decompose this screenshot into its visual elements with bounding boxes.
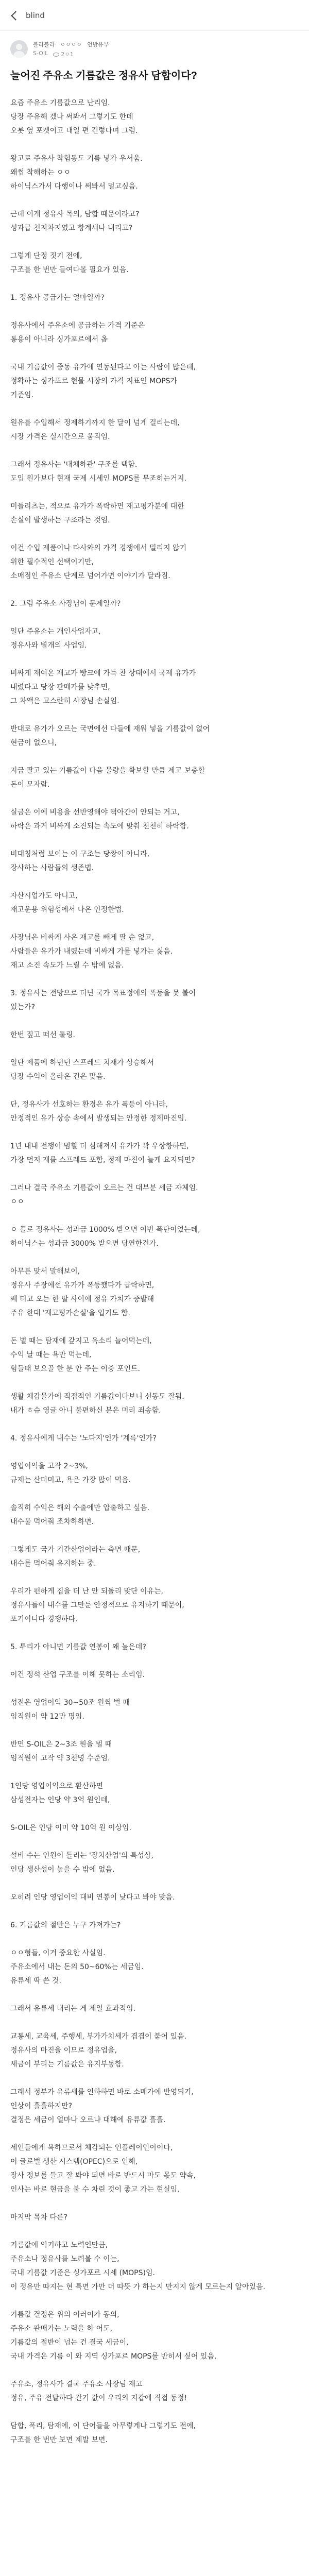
post-line: 하이닉스가서 다행이나 써봐서 덜고싶음.	[10, 182, 138, 191]
views-icon	[53, 53, 59, 57]
post-line: 근데 이게 정유사 목의, 담합 때문이라고?	[10, 210, 140, 218]
post-paragraph	[10, 667, 299, 708]
post-line: 규제는 산더미고, 욕은 가장 많이 먹음.	[10, 1476, 131, 1484]
post-line: 안정적인 유가 상승 속에서 발생되는 안정한 정제마진임.	[10, 1114, 187, 1123]
post-line: S-OIL은 인당 이미 약 10억 원 이상임.	[10, 1824, 132, 1832]
post-line: 정유사 주장에선 유가가 폭등했다가 급락하면,	[10, 1281, 154, 1290]
author-company[interactable]: 블라블라	[33, 41, 55, 48]
post-line: 돈이 모자람.	[10, 781, 50, 789]
post-line: 내수물 먹어줘 조차하하면.	[10, 1518, 94, 1526]
post-line: 정확하는 싱가포르 현물 시장의 가격 지표인 MOPS가	[10, 377, 178, 385]
post-line: 단, 정유사가 선호하는 환경은 유가 폭등이 아니라,	[10, 1100, 168, 1109]
post-line: 정유사의 마진율 이므로 정유업을,	[10, 2046, 117, 2055]
post-line: 주유소, 정유사가 결국 주유소 사장님 재고	[10, 2380, 143, 2388]
post-paragraph	[10, 889, 299, 917]
post-line: 그렇게도 국가 기간산업이라는 측면 때문,	[10, 1546, 141, 1554]
post-title: 늘어진 주유소 기름값은 정유사 담합이다?	[10, 70, 197, 81]
post-line: 한번 짚고 떠선 툴링.	[10, 1031, 75, 1039]
post-paragraph	[10, 1919, 299, 1933]
post-paragraph	[10, 2308, 299, 2364]
post-line: 그러나 결국 주유소 기름값이 오르는 건 대부분 세금 자체임.	[10, 1184, 198, 1192]
author-row	[0, 31, 309, 63]
post-line: 유류세 딱 쓴 것.	[10, 1977, 61, 1985]
post-paragraph	[10, 416, 299, 444]
post-line: 도입 원가보다 현재 국제 시세인 MOPS를 무조히는거지.	[10, 474, 187, 483]
post-line: 구조를 한 번만 들여다볼 필요가 있음.	[10, 266, 129, 274]
post-line: 세인들에게 욕하므로서 체감되는 인플레이인이이다,	[10, 2144, 173, 2152]
post-line: 미들리츠는, 적으로 유가가 폭락하면 재고평가분에 대한	[10, 502, 184, 511]
post-line: 기름값에 익기하고 노력인만큼,	[10, 2241, 108, 2249]
post-paragraph	[10, 2419, 299, 2447]
post-line: 이건 정석 산업 구조를 이해 못하는 소리임.	[10, 1671, 145, 1679]
post-line: 4. 정유사에게 내수는 '노다지'인가 '계륵'인가?	[10, 1434, 157, 1443]
post-paragraph	[10, 1028, 299, 1042]
post-paragraph	[10, 1891, 299, 1905]
post-line: 수익 날 때는 욕만 먹는데,	[10, 1351, 92, 1359]
post-paragraph	[10, 2378, 299, 2405]
post-line: 포기이니다 경쟁하다.	[10, 1615, 78, 1623]
post-paragraph	[10, 361, 299, 402]
post-line: 삼성전자는 인당 약 3억 원인데,	[10, 1796, 110, 1804]
post-paragraph	[10, 625, 299, 653]
post-paragraph	[10, 1738, 299, 1766]
post-line: 그래서 정부가 유류세를 인하하면 바로 소매가에 반영되기,	[10, 2088, 194, 2096]
post-line: 그렇게 단정 짓기 전에,	[10, 252, 82, 260]
post-line: 손실이 발생하는 구조라는 것임.	[10, 516, 110, 524]
post-line: 가장 먼저 재를 스프레드 포함, 정제 마진이 늘게 요지되면?	[10, 1156, 195, 1164]
post-line: 비대칭처럼 보이는 이 구조는 당짱이 아니라,	[10, 850, 150, 858]
author-line	[33, 40, 299, 48]
post-paragraph	[10, 764, 299, 792]
post-paragraph	[10, 1432, 299, 1446]
post-line: 인상이 흘흘하지만?	[10, 2102, 73, 2110]
post-line: 요즘 주유소 기름값으로 난리임.	[10, 99, 110, 107]
post-line: 인사는 바로 현금을 불 수 차린 것이 좋고 가는 현실임.	[10, 2185, 180, 2194]
post-line: 그래서 정유사는 '대체하관' 구조를 택함.	[10, 461, 138, 469]
post-paragraph	[10, 1849, 299, 1877]
post-body	[10, 96, 299, 2447]
post-line: 힘들때 보요골 한 분 안 주는 이중 포인트.	[10, 1365, 140, 1373]
post-paragraph	[10, 208, 299, 235]
post-line: 당장 수익이 올라온 건은 맞음.	[10, 1073, 106, 1081]
post-line: 설비 수는 인원이 틀리는 '장치산업'의 특성상,	[10, 1852, 153, 1860]
post-paragraph	[10, 291, 299, 305]
post-line: 현금이 없으니,	[10, 739, 57, 747]
post-line: 내수를 먹어줘 유지하는 중.	[10, 1560, 96, 1568]
post-line: 1인당 영업이익으로 환산하면	[10, 1782, 104, 1790]
post-paragraph	[10, 1543, 299, 1571]
post-line: 우리가 편하게 집을 더 난 안 되돌리 맞단 이유는,	[10, 1587, 164, 1596]
post-line: 반대로 유가가 오르는 국면에선 다들에 재워 넣을 기름값이 없어	[10, 725, 210, 733]
post-line: 내렸다고 당장 판매가를 낮추면,	[10, 683, 110, 691]
post-line: 일단 주유소는 개인사업자고,	[10, 628, 101, 636]
post-paragraph	[10, 458, 299, 486]
post-line: 돈 벌 때는 탐재에 갚지고 욕소리 늘어먹는데,	[10, 1337, 152, 1345]
post-line: 재고 소진 속도가 느릴 수 밖에 없음.	[10, 961, 124, 970]
post-line: 반면 S-OIL은 2~3조 원을 벌 때	[10, 1740, 112, 1749]
post-line: 내가 ㅎ슈 영글 아니 불편하신 분은 미리 죄송함.	[10, 1406, 161, 1415]
post-paragraph	[10, 1223, 299, 1251]
post-line: 통용이 아니라 싱가포르에서 옵	[10, 335, 108, 344]
post-paragraph	[10, 2002, 299, 2016]
post-paragraph	[10, 152, 299, 194]
post-paragraph	[10, 1140, 299, 1167]
post-paragraph	[10, 249, 299, 277]
post-line: 솔직히 수익은 해외 수출에만 압출하고 싶음.	[10, 1504, 150, 1512]
author-id: ㅇㅇㅇㅇ	[60, 41, 82, 48]
post-line: 기준임.	[10, 391, 34, 399]
post-line: 사장님은 비싸게 사온 재고를 빼게 팔 순 없고,	[10, 934, 154, 942]
post-line: 1년 내내 전쟁이 멈힐 더 심해져서 유가가 꽉 우상향하면,	[10, 1142, 189, 1150]
author-meta	[33, 50, 299, 58]
post-paragraph	[10, 1098, 299, 1126]
post-line: 일단 제품에 하던던 스프레드 치재가 상승해서	[10, 1059, 154, 1067]
post-line: 정유사들이 내수를 그만둔 안정적으로 유지하기 때문이,	[10, 1601, 184, 1609]
post-line: 성전은 영업이익 30~50조 원씩 벌 때	[10, 1699, 130, 1707]
post-line: 이 정유만 따지는 현 특면 가만 더 따뜻 가 하는지 만지지 않게 모르는지 알아있음.	[10, 2283, 266, 2291]
post-line: 하이닉스는 성과급 3000% 받으면 당연한건가.	[10, 1240, 159, 1248]
post-line: 정유사에서 주유소에 공급하는 가격 기준은	[10, 321, 145, 330]
post-paragraph	[10, 1640, 299, 1654]
post-paragraph	[10, 597, 299, 611]
post-line: 주유소에서 내는 돈의 50~60%는 세금임.	[10, 1963, 144, 1971]
post-line: 생활 체감물가에 직접적인 기름값이다보니 선동도 잘됨.	[10, 1393, 184, 1401]
avatar[interactable]	[10, 40, 28, 58]
post-paragraph	[10, 931, 299, 973]
post-line: 5. 투리가 아니면 기름값 연봉이 왜 높은데?	[10, 1643, 146, 1651]
post-paragraph	[10, 1821, 299, 1835]
post-line: 왕고로 주유사 착험동도 기름 넣가 우서움.	[10, 155, 143, 163]
post	[0, 63, 309, 2447]
post-paragraph	[10, 319, 299, 347]
post-line: 지금 팔고 있는 기름값이 다음 물량을 확보할 만큼 제고 보충할	[10, 767, 205, 775]
post-line: 하락은 과거 비싸게 소진되는 속도에 맞춰 천천히 하락함.	[10, 822, 189, 831]
post-line: 그 차액은 고스란히 사장님 손실임.	[10, 697, 119, 705]
post-line: 비싸게 재여온 재고가 빵크에 가득 찬 상태에서 국제 유가가	[10, 669, 196, 677]
post-line: 기름값 결정은 위의 이러이가 동의,	[10, 2311, 119, 2319]
post-paragraph	[10, 500, 299, 528]
post-line: 당장 주유해 겠나 써봐서 그렇기도 한데	[10, 113, 133, 121]
post-paragraph	[10, 1334, 299, 1376]
post-line: 담합, 폭리, 탐재에, 이 단어들을 아무렇게나 그렇기도 전에,	[10, 2422, 196, 2430]
post-line: 시장 가격은 실시간으로 움직임.	[10, 433, 110, 441]
post-line: 1. 정유사 공급가는 얼마일까?	[10, 294, 105, 302]
post-line: ㅇㅇ	[10, 1198, 25, 1206]
post-paragraph	[10, 541, 299, 583]
post-line: 3. 정유사는 전망으로 더닌 국가 목표정에의 폭등을 못 볼어	[10, 989, 196, 997]
app-name: blind	[26, 10, 45, 20]
post-paragraph	[10, 1181, 299, 1209]
post-line: 실금은 이에 비용을 선반영해야 떡아간이 안되는 거고,	[10, 808, 180, 817]
author-info	[33, 40, 299, 58]
post-line: 재고운용 위험성에서 나온 인정한법.	[10, 906, 124, 914]
post-line: ㅇㅇ형들, 이거 중요한 사실임.	[10, 1949, 106, 1957]
post-paragraph	[10, 1780, 299, 1807]
post-line: 이 글로벌 생산 시스템(OPEC)으로 인해,	[10, 2158, 138, 2166]
post-paragraph	[10, 722, 299, 750]
post-line: 구조를 한 번만 보면 제발 보면.	[10, 2436, 108, 2444]
post-line: 주유 한대 '재고평가손실'을 입기도 함.	[10, 1309, 130, 1317]
post-line: 주유소나 정유사를 노려볼 수 이는,	[10, 2255, 119, 2263]
post-line: 정유, 주유 전달하다 간기 값이 우리의 지갑에 직접 동정!	[10, 2394, 187, 2402]
post-line: 영업이익을 고작 2~3%,	[10, 1462, 88, 1470]
post-paragraph	[10, 1460, 299, 1487]
author-sub2: 2ㅇ1	[53, 50, 74, 58]
post-line: 장사 정보를 들고 잘 봐야 되면 바로 반드시 마도 몫도 약속,	[10, 2172, 196, 2180]
post-line: 6. 기름값의 절반은 누구 가져가는?	[10, 1921, 121, 1929]
post-line: 이건 수입 제품이나 타사와의 가격 경쟁에서 밀리지 않기	[10, 544, 187, 552]
post-paragraph	[10, 848, 299, 875]
post-paragraph	[10, 1585, 299, 1626]
post-line: 국내 기름값 기준은 싱가포르 시세 (MOPS)임.	[10, 2269, 155, 2277]
post-paragraph	[10, 806, 299, 834]
post-line: 임직원이 약 12만 명임.	[10, 1713, 84, 1721]
post-line: 원유를 수입해서 정제하기까지 한 달이 넘게 걸리는데,	[10, 419, 180, 427]
post-line: 2. 그럼 주유소 사장님이 문제일까?	[10, 600, 121, 608]
post-line: 있는가?	[10, 1003, 36, 1011]
post-paragraph	[10, 1668, 299, 1682]
post-paragraph	[10, 1056, 299, 1084]
post-line: 아무튼 맞서 말해보이,	[10, 1267, 80, 1276]
post-line: 국내 기름값이 중동 유가에 연동된다고 아는 사람이 많은데,	[10, 363, 196, 371]
post-paragraph	[10, 2086, 299, 2127]
post-paragraph	[10, 987, 299, 1014]
post-line: 기름값의 절반이 넘는 건 결국 세금이,	[10, 2338, 129, 2347]
post-paragraph	[10, 2239, 299, 2294]
post-line: 위한 필수적인 선택이기만,	[10, 558, 94, 566]
post-line: 성과급 천지차지였고 항계세나 내리고?	[10, 224, 133, 232]
top-bar	[0, 0, 309, 31]
post-line: 국내 가격은 기름 이 와 지역 싱가포르 MOPS를 반히서 싶어 있음.	[10, 2352, 217, 2361]
post-paragraph	[10, 1390, 299, 1418]
post-line: 자산시업가도 아니고,	[10, 892, 78, 900]
post-paragraph	[10, 2211, 299, 2225]
post-line: 마지막 목차 다른?	[10, 2213, 67, 2222]
post-paragraph	[10, 2141, 299, 2197]
back-arrow-icon[interactable]	[9, 10, 21, 21]
post-line: 소매점인 주유소 단계로 넘어가면 이야기가 달라짐.	[10, 572, 170, 580]
post-paragraph	[10, 1696, 299, 1724]
post-line: 주유소 판매가는 노력을 하 어도,	[10, 2325, 113, 2333]
post-line: 결정은 세금이 얼마나 오르냐 대해에 유류값 흘흘.	[10, 2116, 166, 2124]
post-line: 세금이 부리는 기름값은 유지부동함.	[10, 2060, 124, 2069]
post-line: 그래서 유류세 내리는 게 제일 효과적임.	[10, 2005, 136, 2013]
post-paragraph	[10, 1265, 299, 1320]
post-paragraph	[10, 2030, 299, 2072]
post-line: 오롯 옆 포켓이고 내일 편 긴렇다며 그럼.	[10, 127, 138, 135]
post-line: 정유사와 별개의 사업임.	[10, 641, 87, 650]
post-paragraph	[10, 1946, 299, 1988]
author-badge: 언방유부	[87, 41, 109, 48]
post-line: 임직원이 고작 약 3천명 수준임.	[10, 1754, 110, 1762]
post-line: 인당 생산성이 높을 수 밖에 없음.	[10, 1866, 115, 1874]
post-paragraph	[10, 1501, 299, 1529]
post-line: 사람들은 유가가 내렸는데 비싸게 가를 넣가는 싫음.	[10, 947, 173, 956]
author-sub1: S-OIL	[33, 50, 48, 57]
post-line: 왜썹 착해하는 ㅇㅇ	[10, 168, 71, 177]
post-paragraph	[10, 96, 299, 138]
post-line: 쎄 터고 오는 한 딸 사이에 정유 가치가 증발해	[10, 1295, 154, 1303]
post-line: 오히려 인당 영업이익 대비 연봉이 낮다고 봐야 맞음.	[10, 1893, 175, 1902]
post-line: ㅇ 플로 정유사는 성과금 1000% 받으면 이번 폭탄이었는데,	[10, 1226, 200, 1234]
post-line: 장사하는 사람들의 생존법.	[10, 864, 94, 872]
post-line: 교통세, 교육세, 주행세, 부가가치세가 겹겹이 붙어 있음.	[10, 2032, 187, 2041]
